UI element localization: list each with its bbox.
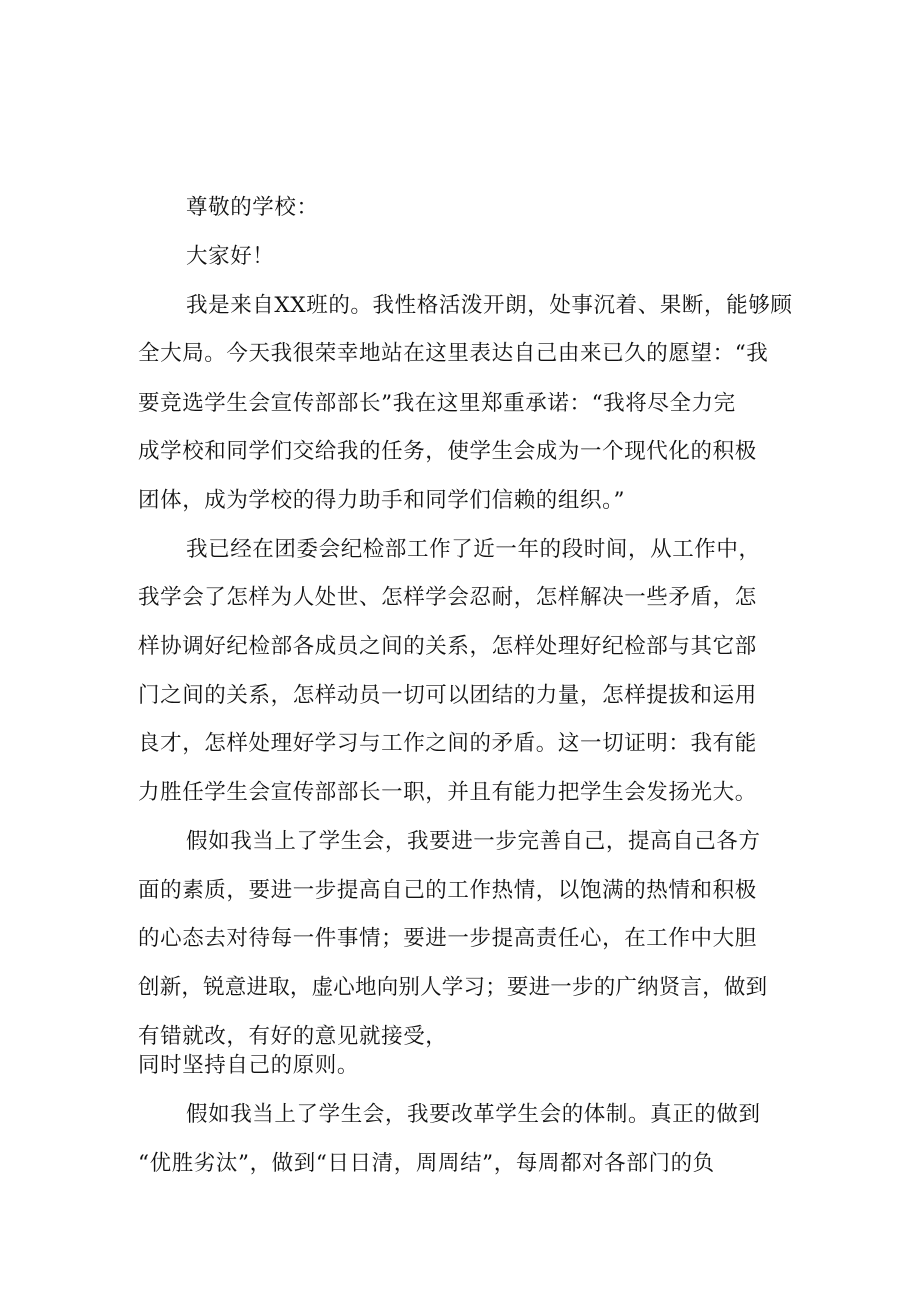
paragraph-line: 门之间的关系，怎样动员一切可以团结的力量，怎样提拔和运用: [138, 683, 757, 708]
paragraph-line: “优胜劣汰”，做到“日日清，周周结”，每周都对各部门的负: [138, 1151, 715, 1176]
greeting: 大家好！: [186, 244, 275, 269]
paragraph-line: 力胜任学生会宣传部部长一职，并且有能力把学生会发扬光大。: [138, 780, 757, 805]
paragraph-line: 我已经在团委会纪检部工作了近一年的段时间，从工作中，: [186, 537, 761, 562]
paragraph-line: 全大局。今天我很荣幸地站在这里表达自己由来已久的愿望：“我: [138, 341, 769, 366]
paragraph-line: 样协调好纪检部各成员之间的关系，怎样处理好纪检部与其它部: [138, 634, 757, 659]
paragraph-line: 假如我当上了学生会，我要改革学生会的体制。真正的做到: [186, 1102, 761, 1127]
paragraph-line: 团体，成为学校的得力助手和同学们信赖的组织。”: [138, 488, 626, 513]
paragraph-line: 我学会了怎样为人处世、怎样学会忍耐，怎样解决一些矛盾，怎: [138, 585, 757, 610]
paragraph-line: 成学校和同学们交给我的任务，使学生会成为一个现代化的积极: [138, 439, 757, 464]
paragraph-line: 良才，怎样处理好学习与工作之间的矛盾。这一切证明：我有能: [138, 731, 757, 756]
paragraph-line: 面的素质，要进一步提高自己的工作热情，以饱满的热情和积极: [138, 878, 757, 903]
paragraph-line: 的心态去对待每一件事情；要进一步提高责任心，在工作中大胆: [138, 926, 757, 951]
salutation: 尊敬的学校：: [186, 195, 319, 220]
paragraph-line: 有错就改，有好的意见就接受，: [138, 1024, 448, 1049]
paragraph-line: 我是来自XX班的。我性格活泼开朗，处事沉着、果断，能够顾: [186, 293, 793, 318]
paragraph-line: 创新，锐意进取，虚心地向别人学习；要进一步的广纳贤言，做到: [138, 975, 768, 1000]
paragraph-line: 假如我当上了学生会，我要进一步完善自己，提高自己各方: [186, 829, 761, 854]
paragraph-line: 要竞选学生会宣传部部长”我在这里郑重承诺：“我将尽全力完: [138, 391, 736, 416]
paragraph-line: 同时坚持自己的原则。: [138, 1053, 360, 1078]
